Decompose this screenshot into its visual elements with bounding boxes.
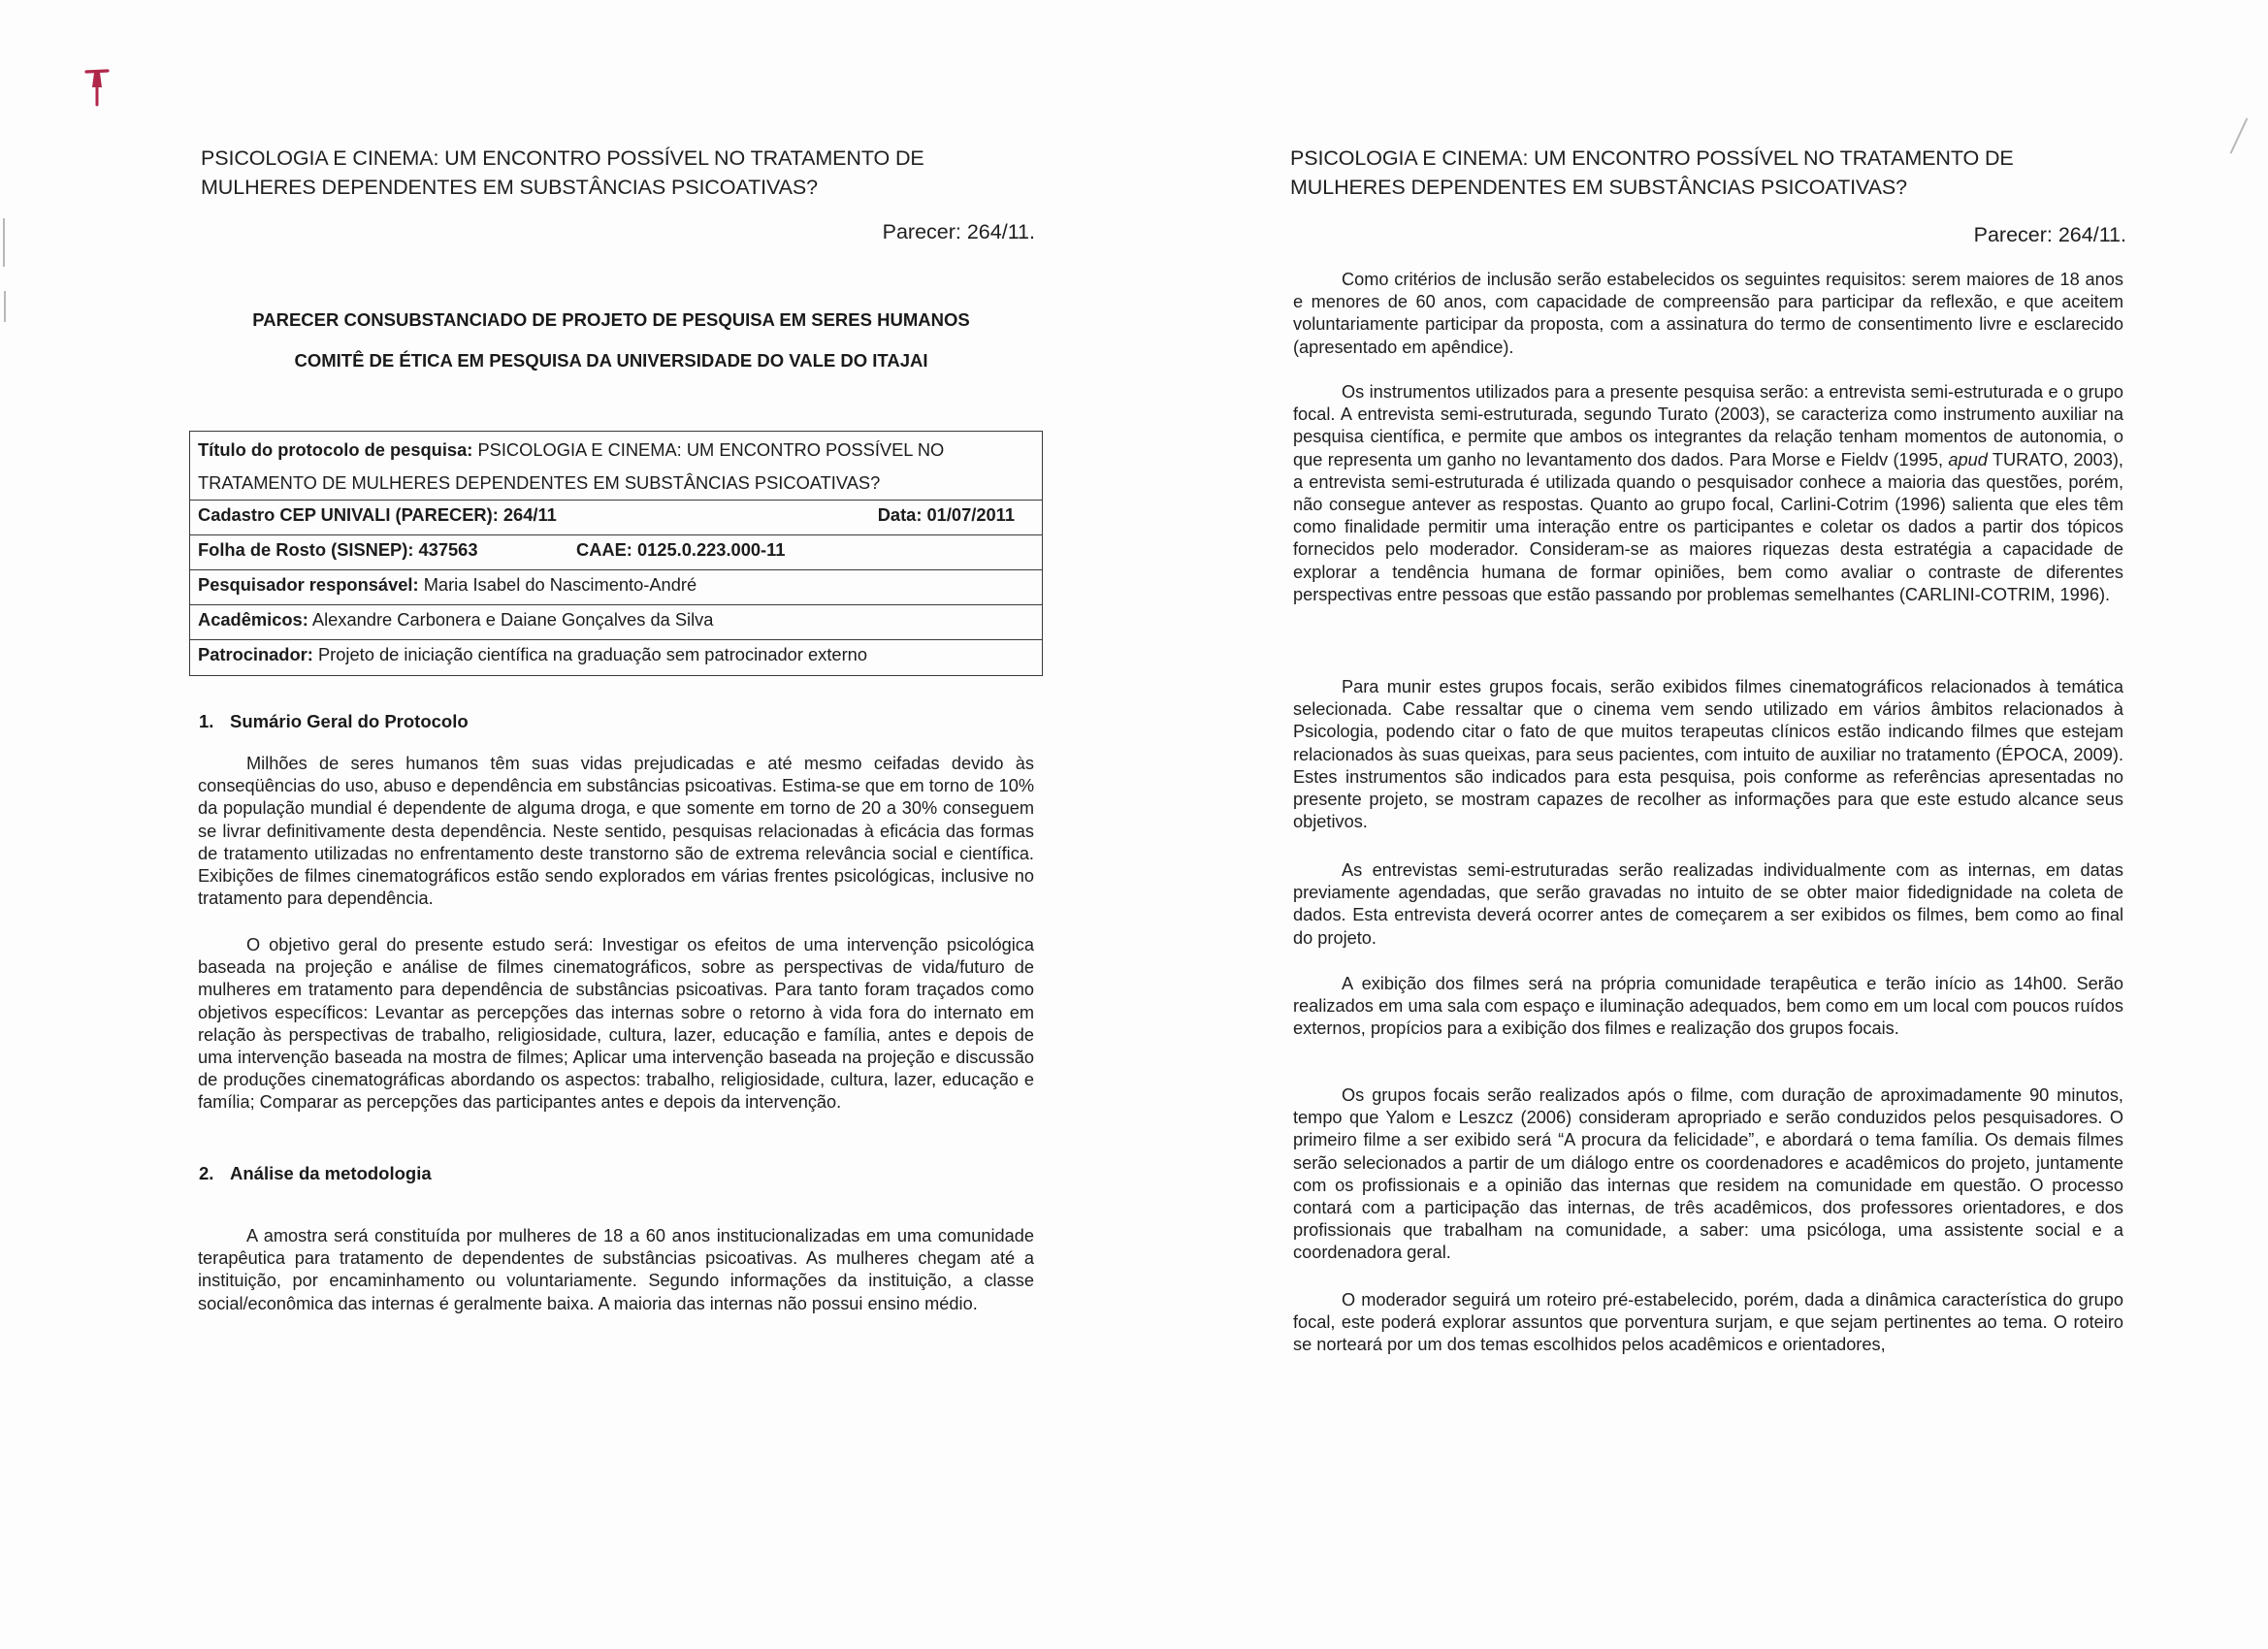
section-2-number: 2. — [199, 1163, 214, 1183]
scan-edge-mark — [4, 291, 6, 322]
document-header-title — [201, 144, 924, 202]
header-title-line2: MULHERES DEPENDENTES EM SUBSTÂNCIAS PSICOATIVAS? — [1290, 176, 1907, 199]
section-2-paragraph-1: A amostra será constituída por mulheres de 18 a 60 anos institucionalizadas em uma comunidade terapêutica para tratamento de dependentes de substâncias psicoativas. As mulheres chegam até a instituição, por encaminhamento ou voluntariamente. Segundo informações da instituição, a classe social/econômica das internas é geralmente baixa. A maioria das internas não possui ensino médio. — [198, 1226, 1034, 1313]
table-row-title — [190, 432, 1042, 501]
table-row-patrocinador — [190, 640, 1042, 675]
paragraph-instruments — [1293, 381, 2123, 606]
table-row-folha-rosto — [190, 535, 1042, 570]
section-2-heading — [199, 1162, 432, 1185]
heading-parecer-consubstanciado: PARECER CONSUBSTANCIADO DE PROJETO DE PESQUISA EM SERES HUMANOS — [252, 309, 970, 330]
folha-rosto-value: Folha de Rosto (SISNEP): 437563 — [198, 539, 478, 560]
document-header-title — [1290, 144, 2014, 202]
paragraph-moderator: O moderador seguirá um roteiro pré-estabelecido, porém, dada a dinâmica característica do grupo focal, este poderá explorar assuntos que porventura surjam, e que sejam pertinentes ao tema. O roteiro se norteará por um dos temas escolhidos pelos acadêmicos e orientadores, — [1293, 1290, 2123, 1355]
section-2-title: Análise da metodologia — [230, 1163, 432, 1183]
scan-edge-mark — [3, 218, 5, 267]
section-1-heading — [199, 710, 469, 733]
title-label: Título do protocolo de pesquisa: — [198, 439, 473, 460]
section-1-paragraph-1: Milhões de seres humanos têm suas vidas prejudicadas e até mesmo ceifadas devido às conseqüências do uso, abuso e dependência em substâncias psicoativas. Estima-se que em torno de 10% da população mundial é dependente de alguma droga, e que somente em torno de 20 a 30% conseguem se livrar definitivamente desta dependência. Neste sentido, pesquisas relacionadas à eficácia das formas de tratamento utilizadas no enfrentamento deste transtorno são de extrema relevância social e científica. Exibições de filmes cinematográficos estão sendo explorados em várias frentes psicológicas, inclusive no tratamento para dependência. — [198, 754, 1034, 909]
section-1-paragraph-2: O objetivo geral do presente estudo será: Investigar os efeitos de uma intervenção psicológica baseada na projeção e análise de filmes cinematográficos, sobre as perspectivas de vida/futuro de mulheres em tratamento para dependência de substâncias psicoativas. Para tanto foram traçados como objetivos específicos: Levantar as percepções das internas sobre o retorno à vida fora do internato em relação às perspectivas de trabalho, religiosidade, cultura, lazer, educação e família, antes e depois de uma intervenção baseada na mostra de filmes; Aplicar uma intervenção baseada na projeção e discussão de produções cinematográficas abordando os aspectos: trabalho, religiosidade, cultura, lazer, educação e família; Comparar as percepções das participantes antes e depois da intervenção. — [198, 935, 1034, 1113]
caae-value: CAAE: 0125.0.223.000-11 — [576, 539, 786, 560]
parecer-number: Parecer: 264/11. — [882, 220, 1035, 243]
cadastro-value: Cadastro CEP UNIVALI (PARECER): 264/11 — [198, 504, 557, 525]
right-page — [1134, 0, 2268, 1649]
academicos-label: Acadêmicos: — [198, 609, 308, 630]
instruments-text-after: TURATO, 2003), a entrevista semi-estruturada é utilizada quando o pesquisador conhece a maioria das questões, porém, não consegue antever as respostas. Quanto ao grupo focal, Carlini-Cotrim (1996) salienta que eles têm como finalidade permitir uma interação entre os participantes e coletar os dados a partir dos tópicos fornecidos pelo moderador. Consideram-se as maiores riquezas desta estratégia a capacidade de explorar a tendência humana de formar opiniões, bem como avaliar o contraste de diferentes perspectivas entre pessoas que estão passando por problemas semelhantes (CARLINI-COTRIM, 1996). — [1293, 449, 2123, 604]
table-row-cadastro — [190, 501, 1042, 535]
header-title-line2: MULHERES DEPENDENTES EM SUBSTÂNCIAS PSICOATIVAS? — [201, 176, 818, 199]
academicos-value: Alexandre Carbonera e Daiane Gonçalves da Silva — [311, 609, 714, 630]
title-value-line1: PSICOLOGIA E CINEMA: UM ENCONTRO POSSÍVEL NO — [477, 439, 945, 460]
paragraph-inclusion-criteria: Como critérios de inclusão serão estabelecidos os seguintes requisitos: serem maiores de 18 anos e menores de 60 anos, com capacidade de compreensão para participar da reflexão, e que aceitem voluntariamente participar da proposta, com a assinatura do termo de consentimento livre e esclarecido (apresentado em apêndice). — [1293, 270, 2123, 357]
red-pin-mark-icon — [83, 66, 111, 109]
instruments-italic-apud: apud — [1948, 449, 1988, 469]
section-1-number: 1. — [199, 711, 214, 731]
header-title-line1: PSICOLOGIA E CINEMA: UM ENCONTRO POSSÍVEL NO TRATAMENTO DE — [1290, 146, 2014, 170]
pesquisador-label: Pesquisador responsável: — [198, 574, 419, 595]
table-row-academicos — [190, 605, 1042, 640]
parecer-number: Parecer: 264/11. — [1973, 223, 2126, 246]
patrocinador-label: Patrocinador: — [198, 644, 313, 664]
date-value: Data: 01/07/2011 — [877, 504, 1015, 525]
scan-edge-mark — [2230, 117, 2249, 153]
section-1-title: Sumário Geral do Protocolo — [230, 711, 469, 731]
header-title-line1: PSICOLOGIA E CINEMA: UM ENCONTRO POSSÍVEL NO TRATAMENTO DE — [201, 146, 924, 170]
title-value-line2: TRATAMENTO DE MULHERES DEPENDENTES EM SUBSTÂNCIAS PSICOATIVAS? — [198, 472, 881, 493]
instruments-text-before: Os instrumentos utilizados para a presente pesquisa serão: a entrevista semi-estruturada e o grupo focal. A entrevista semi-estruturada, segundo Turato (2003), se caracteriza como instrumento auxiliar na pesquisa científica, e permite que ambos os integrantes da relação tenham momentos de autonomia, o que representa um ganho no levantamento dos dados. Para Morse e Fieldv (1995, — [1293, 382, 2123, 469]
table-row-pesquisador — [190, 570, 1042, 605]
heading-comite-etica: COMITÊ DE ÉTICA EM PESQUISA DA UNIVERSIDADE DO VALE DO ITAJAI — [294, 350, 928, 371]
paragraph-focus-groups: Os grupos focais serão realizados após o filme, com duração de aproximadamente 90 minutos, tempo que Yalom e Leszcz (2006) consideram apropriado e serão conduzidos pelos pesquisadores. O primeiro filme a ser exibido será “A procura da felicidade”, e abordará o tema família. Os demais filmes serão selecionados a partir de um diálogo entre os coordenadores e acadêmicos do projeto, juntamente com os profissionais e a opinião das internas que residem na comunidade em questão. O processo contará com a participação das internas, de três acadêmicos, dos professores orientadores, e dos profissionais que trabalham na comunidade, a saber: uma psicóloga, uma assistente social e a coordenadora geral. — [1293, 1085, 2123, 1263]
protocol-info-table — [189, 431, 1043, 676]
paragraph-film-exhibition: A exibição dos filmes será na própria comunidade terapêutica e terão início as 14h00. Serão realizados em uma sala com espaço e iluminação adequados, bem como em um local com poucos ruídos externos, propícios para a exibição dos filmes e realização dos grupos focais. — [1293, 974, 2123, 1039]
pesquisador-value: Maria Isabel do Nascimento-André — [423, 574, 697, 595]
patrocinador-value: Projeto de iniciação científica na graduação sem patrocinador externo — [317, 644, 867, 664]
paragraph-interviews: As entrevistas semi-estruturadas serão realizadas individualmente com as internas, em datas previamente agendadas, que serão gravadas no intuito de se obter maior fidedignidade na coleta de dados. Esta entrevista deverá ocorrer antes de começarem a ser exibidos os filmes, bem como ao final do projeto. — [1293, 860, 2123, 948]
paragraph-films: Para munir estes grupos focais, serão exibidos filmes cinematográficos relacionados à temática selecionada. Cabe ressaltar que o cinema vem sendo utilizado em vários âmbitos relacionados à Psicologia, podendo citar o fato de que muitos terapeutas clínicos estão indicando filmes que estejam relacionados às suas queixas, para seus pacientes, com intuito de auxiliar no tratamento (ÉPOCA, 2009). Estes instrumentos são indicados para esta pesquisa, pois conforme as referências apresentadas no presente projeto, se mostram capazes de recolher as informações para que este estudo alcance seus objetivos. — [1293, 677, 2123, 832]
